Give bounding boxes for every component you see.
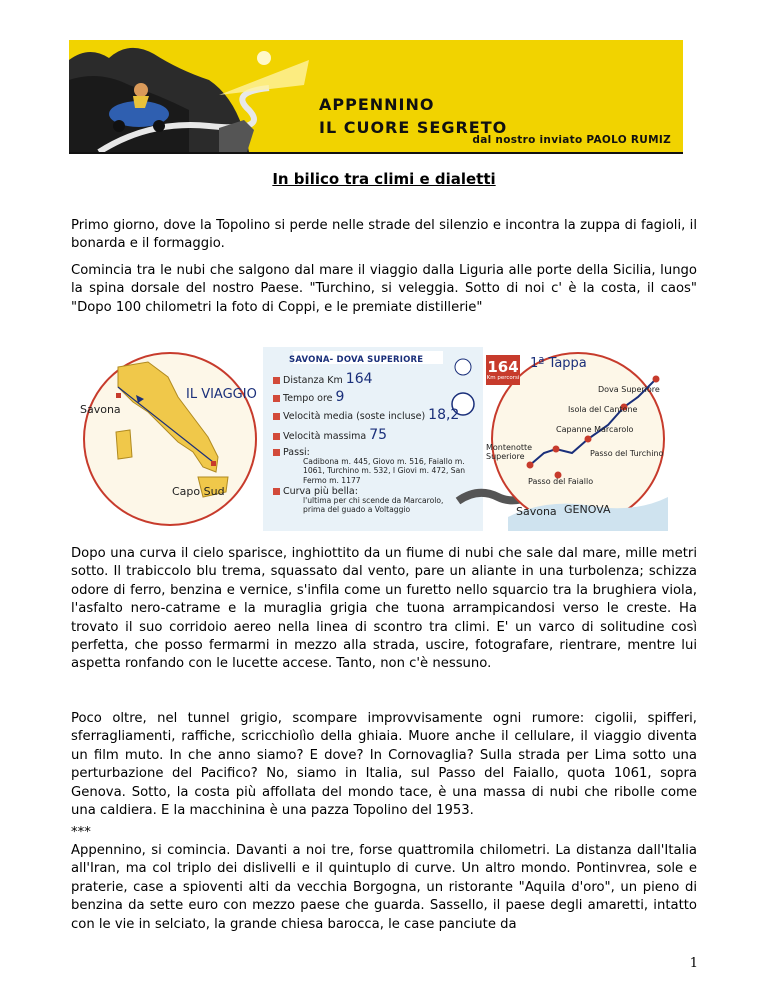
paragraph-1: Primo giorno, dove la Topolino si perde nelle strade del silenzio e incontra la zuppa di fagioli, il bonarda e il formaggio.	[71, 218, 697, 252]
banner-byline: dal nostro inviato PAOLO RUMIZ	[472, 134, 671, 146]
paragraph-5: Appennino, si comincia. Davanti a noi tre, forse quattromila chilometri. La distanza dall'Italia all'Iran, ma col triplo dei dislivelli e il quintuplo di curve. Un altro mondo. Pontinvrea, sole e praterie, case a spioventi alti da vecchia Borgogna, un ristorante "Aquila d'oro", un pieno di benzina da sette euro con mezzo paese che guarda. Sassello, il paese degli amaretti, intatto con le vie in selciato, la grande chiesa barocca, le case panciute da	[71, 843, 697, 932]
place-montenotte: Montenotte Superiore	[486, 443, 533, 461]
stat-passi-text: Cadibona m. 445, Giovo m. 516, Faiallo m. 1061, Turchino m. 532, I Giovi m. 472, San Fermo m. 1177	[303, 457, 466, 485]
paragraph-4: Poco oltre, nel tunnel grigio, scompare improvvisamente ogni rumore: cigolii, spifferi, sferragliamenti, raffiche, scricchiolìo della ghiaia. Muore anche il cellulare, il viaggio diventa un film muto. In che anno siamo? E dove? In Cornovaglia? Sulla strada per Lima sotto una perturbazione del Pacifico? No, siamo in Italia, sul Passo del Faiallo, quota 1061, sopra Genova. Sotto, la costa più affollata del mondo tace, è una massa di nubi che ribolle come una caldiera. E la macchinina è una pazza Topolino del 1953.	[71, 711, 697, 819]
stat-tempo: Tempo ore 9	[273, 389, 344, 405]
stat-velocita-media: Velocità media (soste incluse) 18,2	[273, 407, 459, 423]
map-label-viaggio: IL VIAGGIO	[186, 387, 257, 402]
stat-passi-label: Passi:	[273, 447, 310, 458]
paragraph-3: Dopo una curva il cielo sparisce, inghiottito da un fiume di nubi che sale dal mare, mille metri sotto. Il trabiccolo blu trema, squassato dal vento, pare un aliante in una turbolenza; schizza odore di ferro, benzina e vernice, s'infila come un furetto nello squarcio tra la brughiera viola, l'asfalto nero-catrame e la muraglia grigia che tuona arrampicandosi verso le creste. Ha trovato il suo corridoio aereo nella linea di scontro tra climi. E' un varco di solitudine così perfetta, che posso fermarmi in mezzo alla strada, uscire, fotografare, rientrare, mentre lui aspetta ronfando con le lucette accese. Tanto, non c'è nessuno.	[71, 546, 697, 672]
banner-title-line1: APPENNINO	[319, 95, 435, 114]
place-savona: Savona	[516, 505, 557, 518]
page-number: 1	[689, 956, 698, 971]
banner-title-line2: IL CUORE SEGRETO	[319, 118, 508, 137]
place-dova: Dova Superiore	[598, 385, 660, 394]
tappa-km-badge: 164 Km percorsi	[486, 355, 520, 385]
paragraph-2: Comincia tra le nubi che salgono dal mare il viaggio dalla Liguria alle porte della Sicilia, lungo la spina dorsale del nostro Paese. "Turchino, si veleggia. Sotto di noi c' è la costa, il caos" "Dopo 100 chilometri la foto di Coppi, e le premiate distillerie"	[71, 263, 697, 315]
stat-curva-text: l'ultima per chi scende da Marcarolo, prima del guado a Voltaggio	[303, 496, 444, 514]
route-infographic	[78, 347, 676, 531]
place-isola: Isola del Cantone	[568, 405, 638, 414]
place-capanne: Capanne Marcarolo	[556, 425, 634, 434]
header-banner	[69, 40, 683, 154]
place-turchino: Passo del Turchino	[590, 449, 664, 458]
article-title: In bilico tra climi e dialetti	[272, 170, 496, 188]
stats-panel-title: SAVONA- DOVA SUPERIORE	[289, 355, 424, 365]
section-separator: ***	[71, 825, 91, 840]
map-label-savona: Savona	[80, 403, 121, 416]
stat-curva-label: Curva più bella:	[273, 486, 358, 497]
map-label-capo-sud: Capo Sud	[172, 485, 225, 498]
place-faiallo: Passo del Faiallo	[528, 477, 594, 486]
tappa-label: 1ª Tappa	[530, 356, 587, 371]
stats-panel	[263, 347, 483, 531]
place-genova: GENOVA	[564, 503, 611, 516]
stat-velocita-massima: Velocità massima 75	[273, 427, 387, 443]
stat-distanza: Distanza Km 164	[273, 371, 373, 387]
